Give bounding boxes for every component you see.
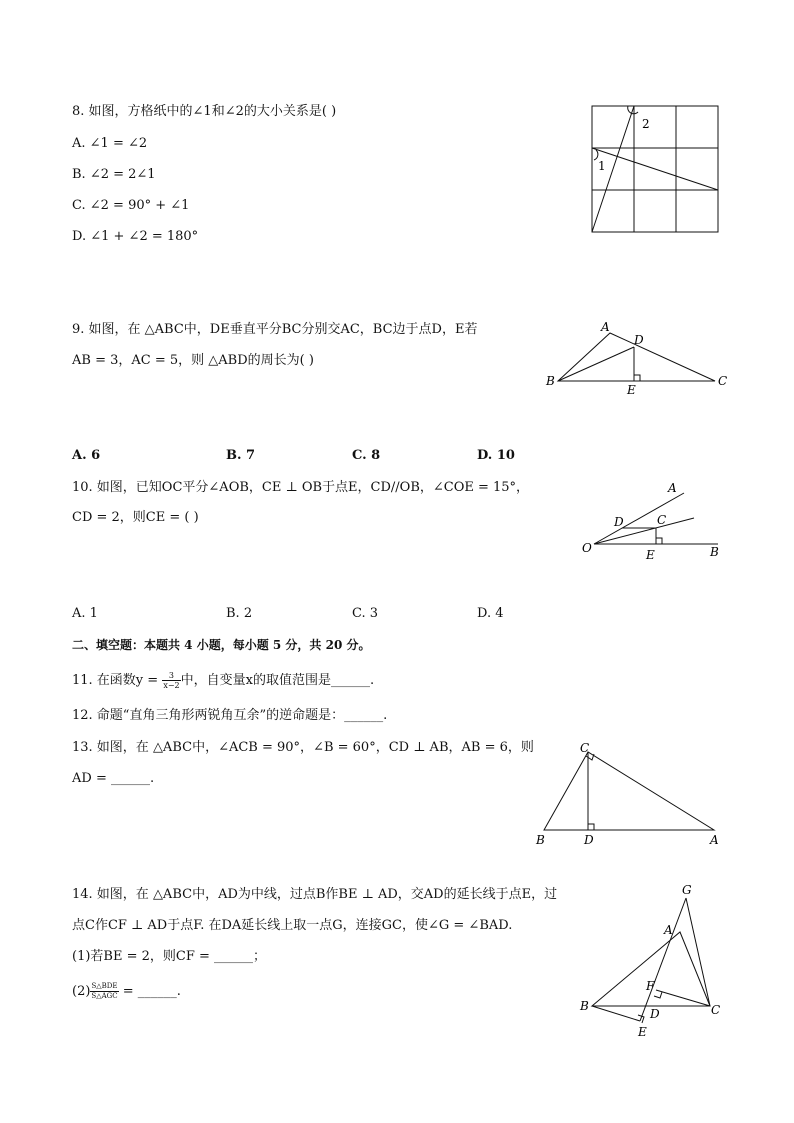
q10-label-o: O [582, 541, 592, 555]
q10-option-a: A. 1 [72, 606, 98, 621]
q9-label-b: B [546, 374, 555, 388]
q8-grid-figure [588, 102, 724, 238]
q9-option-b: B. 7 [226, 448, 256, 463]
q10-option-c: C. 3 [352, 606, 379, 621]
q14-part2-prefix: (2) [72, 984, 91, 999]
q9-stem-line1: 9. 如图，在 △ABC中，DE垂直平分BC分别交AC，BC边于点D，E若 [72, 322, 478, 337]
q11-fraction [162, 671, 180, 690]
q10-label-d: D [614, 515, 624, 529]
q14-triangle-figure [570, 880, 730, 1040]
q13-right-triangle-figure [530, 738, 730, 852]
q11-text-before: 11. 在函数y = [72, 673, 163, 688]
q8-angle-2-label: 2 [642, 117, 650, 131]
q14-area-denominator: S△AGC [91, 992, 118, 1000]
q9-label-a: A [601, 320, 610, 334]
q14-part2-suffix: = ______. [118, 984, 181, 999]
q10-label-c: C [657, 513, 667, 527]
q9-label-d: D [634, 333, 644, 347]
q9-option-c: C. 8 [352, 448, 381, 463]
q11-fraction-numerator: 3 [162, 671, 180, 681]
q8-option-b: B. ∠2 = 2∠1 [72, 167, 156, 182]
q9-triangle-figure [540, 316, 730, 400]
q14-part1: (1)若BE = 2，则CF = ______； [72, 949, 267, 964]
q10-angle-figure [578, 475, 728, 565]
q12-stem: 12. 命题“直角三角形两锐角互余”的逆命题是：______. [72, 708, 388, 723]
q14-stem-line1: 14. 如图，在 △ABC中，AD为中线，过点B作BE ⊥ AD，交AD的延长线于点E，过 [72, 887, 558, 902]
q9-option-d: D. 10 [477, 448, 515, 463]
q14-label-e: E [638, 1025, 647, 1039]
q14-area-ratio [90, 982, 118, 1001]
q14-part2 [72, 980, 181, 1004]
q10-label-b: B [710, 545, 719, 559]
q14-label-g: G [682, 883, 692, 897]
q14-label-b: B [580, 999, 589, 1013]
q8-angle-1-label: 1 [598, 159, 606, 173]
q14-label-d: D [650, 1007, 660, 1021]
q9-option-a: A. 6 [72, 448, 101, 463]
q11-fraction-denominator: x−2 [163, 681, 180, 690]
q9-stem-line2: AB = 3，AC = 5，则 △ABD的周长为( ) [72, 353, 314, 368]
q14-stem-line2: 点C作CF ⊥ AD于点F. 在DA延长线上取一点G，连接GC，使∠G = ∠BAD. [72, 918, 513, 933]
q14-label-c: C [711, 1003, 721, 1017]
q13-stem-line1: 13. 如图，在 △ABC中，∠ACB = 90°，∠B = 60°，CD ⊥ AB，AB = 6，则 [72, 740, 534, 755]
q10-stem-line1: 10. 如图，已知OC平分∠AOB，CE ⊥ OB于点E，CD//OB，∠COE = 15°， [72, 480, 530, 495]
q8-option-d: D. ∠1 + ∠2 = 180° [72, 229, 199, 244]
q13-label-d: D [584, 833, 594, 847]
q13-stem-line2: AD = ______. [72, 771, 155, 786]
q9-label-c: C [718, 374, 728, 388]
q8-stem: 8. 如图，方格纸中的∠1和∠2的大小关系是( ) [72, 104, 337, 119]
q10-option-d: D. 4 [477, 606, 504, 621]
q11-text-after: 中，自变量x的取值范围是______. [180, 673, 375, 688]
q14-area-numerator: S△BDE [91, 982, 118, 990]
q10-option-b: B. 2 [226, 606, 253, 621]
q11-stem [72, 670, 374, 692]
q10-label-e: E [646, 548, 655, 562]
q8-option-a: A. ∠1 = ∠2 [72, 136, 148, 151]
q14-label-a: A [664, 923, 673, 937]
q9-label-e: E [627, 383, 636, 397]
q10-stem-line2: CD = 2，则CE = ( ) [72, 510, 199, 525]
section2-heading: 二、填空题：本题共 4 小题，每小题 5 分，共 20 分。 [72, 638, 371, 652]
q14-label-f: F [646, 979, 655, 993]
q13-label-a: A [710, 833, 719, 847]
q13-label-b: B [536, 833, 545, 847]
q10-label-a: A [668, 481, 677, 495]
q13-label-c: C [580, 741, 590, 755]
q8-option-c: C. ∠2 = 90° + ∠1 [72, 198, 190, 213]
